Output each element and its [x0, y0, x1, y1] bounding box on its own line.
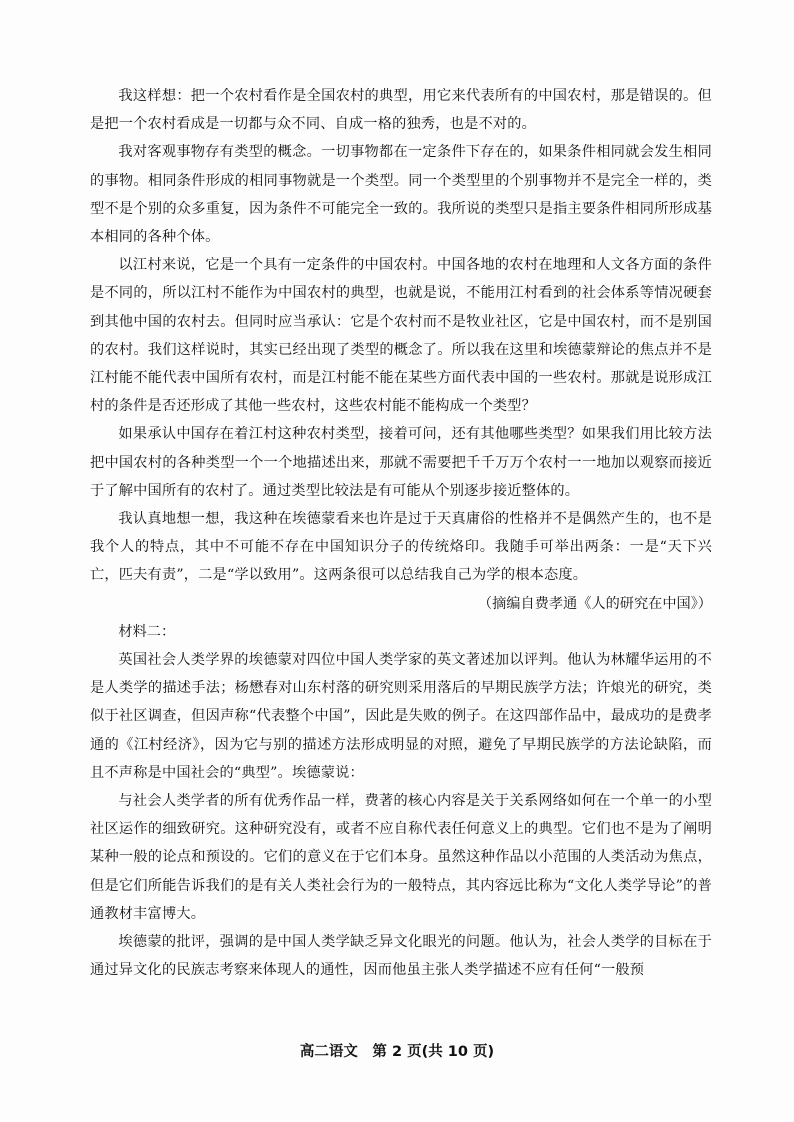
- material-one-paragraph-5: 我认真地想一想，我这种在埃德蒙看来也许是过于天真庸俗的性格并不是偶然产生的，也不是我个人的特点，其中不可能不存在中国知识分子的传统烙印。我随手可举出两条：一是“天下兴亡，匹夫有责”，二是“学以致用”。这两条很可以总结我自己为学的根本态度。: [90, 511, 712, 584]
- material-one-source: （摘编自费孝通《人的研究在中国》）: [477, 595, 712, 612]
- page-body: [90, 82, 712, 985]
- material-two-label: 材料二：: [118, 623, 176, 640]
- material-two-paragraph-3: 埃德蒙的批评，强调的是中国人类学缺乏异文化眼光的问题。他认为，社会人类学的目标在于通过异文化的民族志考察来体现人的通性，因而他虽主张人类学描述不应有任何“一般预: [90, 934, 712, 979]
- material-two-quote: 与社会人类学者的所有优秀作品一样，费著的核心内容是关于关系网络如何在一个单一的小型社区运作的细致研究。这种研究没有，或者不应自称代表任何意义上的典型。它们也不是为了阐明某种一般的论点和预设的。它们的意义在于它们本身。虽然这种作品以小范围的人类活动为焦点，但是它们所能告诉我们的是有关人类社会行为的一般特点，其内容远比称为“文化人类学导论”的普通教材丰富博大。: [90, 793, 712, 922]
- material-one-paragraph-3: 以江村来说，它是一个具有一定条件的中国农村。中国各地的农村在地理和人文各方面的条件是不同的，所以江村不能作为中国农村的典型，也就是说，不能用江村看到的社会体系等情况硬套到其他中国的农村去。但同时应当承认：它是个农村而不是牧业社区，它是中国农村，而不是别国的农村。我们这样说时，其实已经出现了类型的概念了。所以我在这里和埃德蒙辩论的焦点并不是江村能不能代表中国所有农村，而是江村能不能在某些方面代表中国的一些农村。那就是说形成江村的条件是否还形成了其他一些农村，这些农村能不能构成一个类型？: [90, 257, 712, 415]
- material-one-paragraph-1: 我这样想：把一个农村看作是全国农村的典型，用它来代表所有的中国农村，那是错误的。但是把一个农村看成是一切都与众不同、自成一格的独秀，也是不对的。: [90, 88, 712, 133]
- material-two-paragraph-1: 英国社会人类学界的埃德蒙对四位中国人类学家的英文著述加以评判。他认为林耀华运用的不是人类学的描述手法；杨懋春对山东村落的研究则采用落后的早期民族学方法；许烺光的研究，类似于社区调查，但因声称“代表整个中国”，因此是失败的例子。在这四部作品中，最成功的是费孝通的《江村经济》，因为它与别的描述方法形成明显的对照，避免了早期民族学的方法论缺陷，而且不声称是中国社会的“典型”。埃德蒙说：: [90, 652, 712, 781]
- material-one-paragraph-2: 我对客观事物存有类型的概念。一切事物都在一定条件下存在的，如果条件相同就会发生相同的事物。相同条件形成的相同事物就是一个类型。同一个类型里的个别事物并不是完全一样的，类型不是个别的众多重复，因为条件不可能完全一致的。我所说的类型只是指主要条件相同所形成基本相同的各种个体。: [90, 144, 712, 246]
- material-one-paragraph-4: 如果承认中国存在着江村这种农村类型，接着可问，还有其他哪些类型？如果我们用比较方法把中国农村的各种类型一个一个地描述出来，那就不需要把千千万万个农村一一地加以观察而接近于了解中国所有的农村了。通过类型比较法是有可能从个别逐步接近整体的。: [90, 426, 712, 499]
- page-footer: 高二语文 第 2 页(共 10 页): [299, 1044, 495, 1060]
